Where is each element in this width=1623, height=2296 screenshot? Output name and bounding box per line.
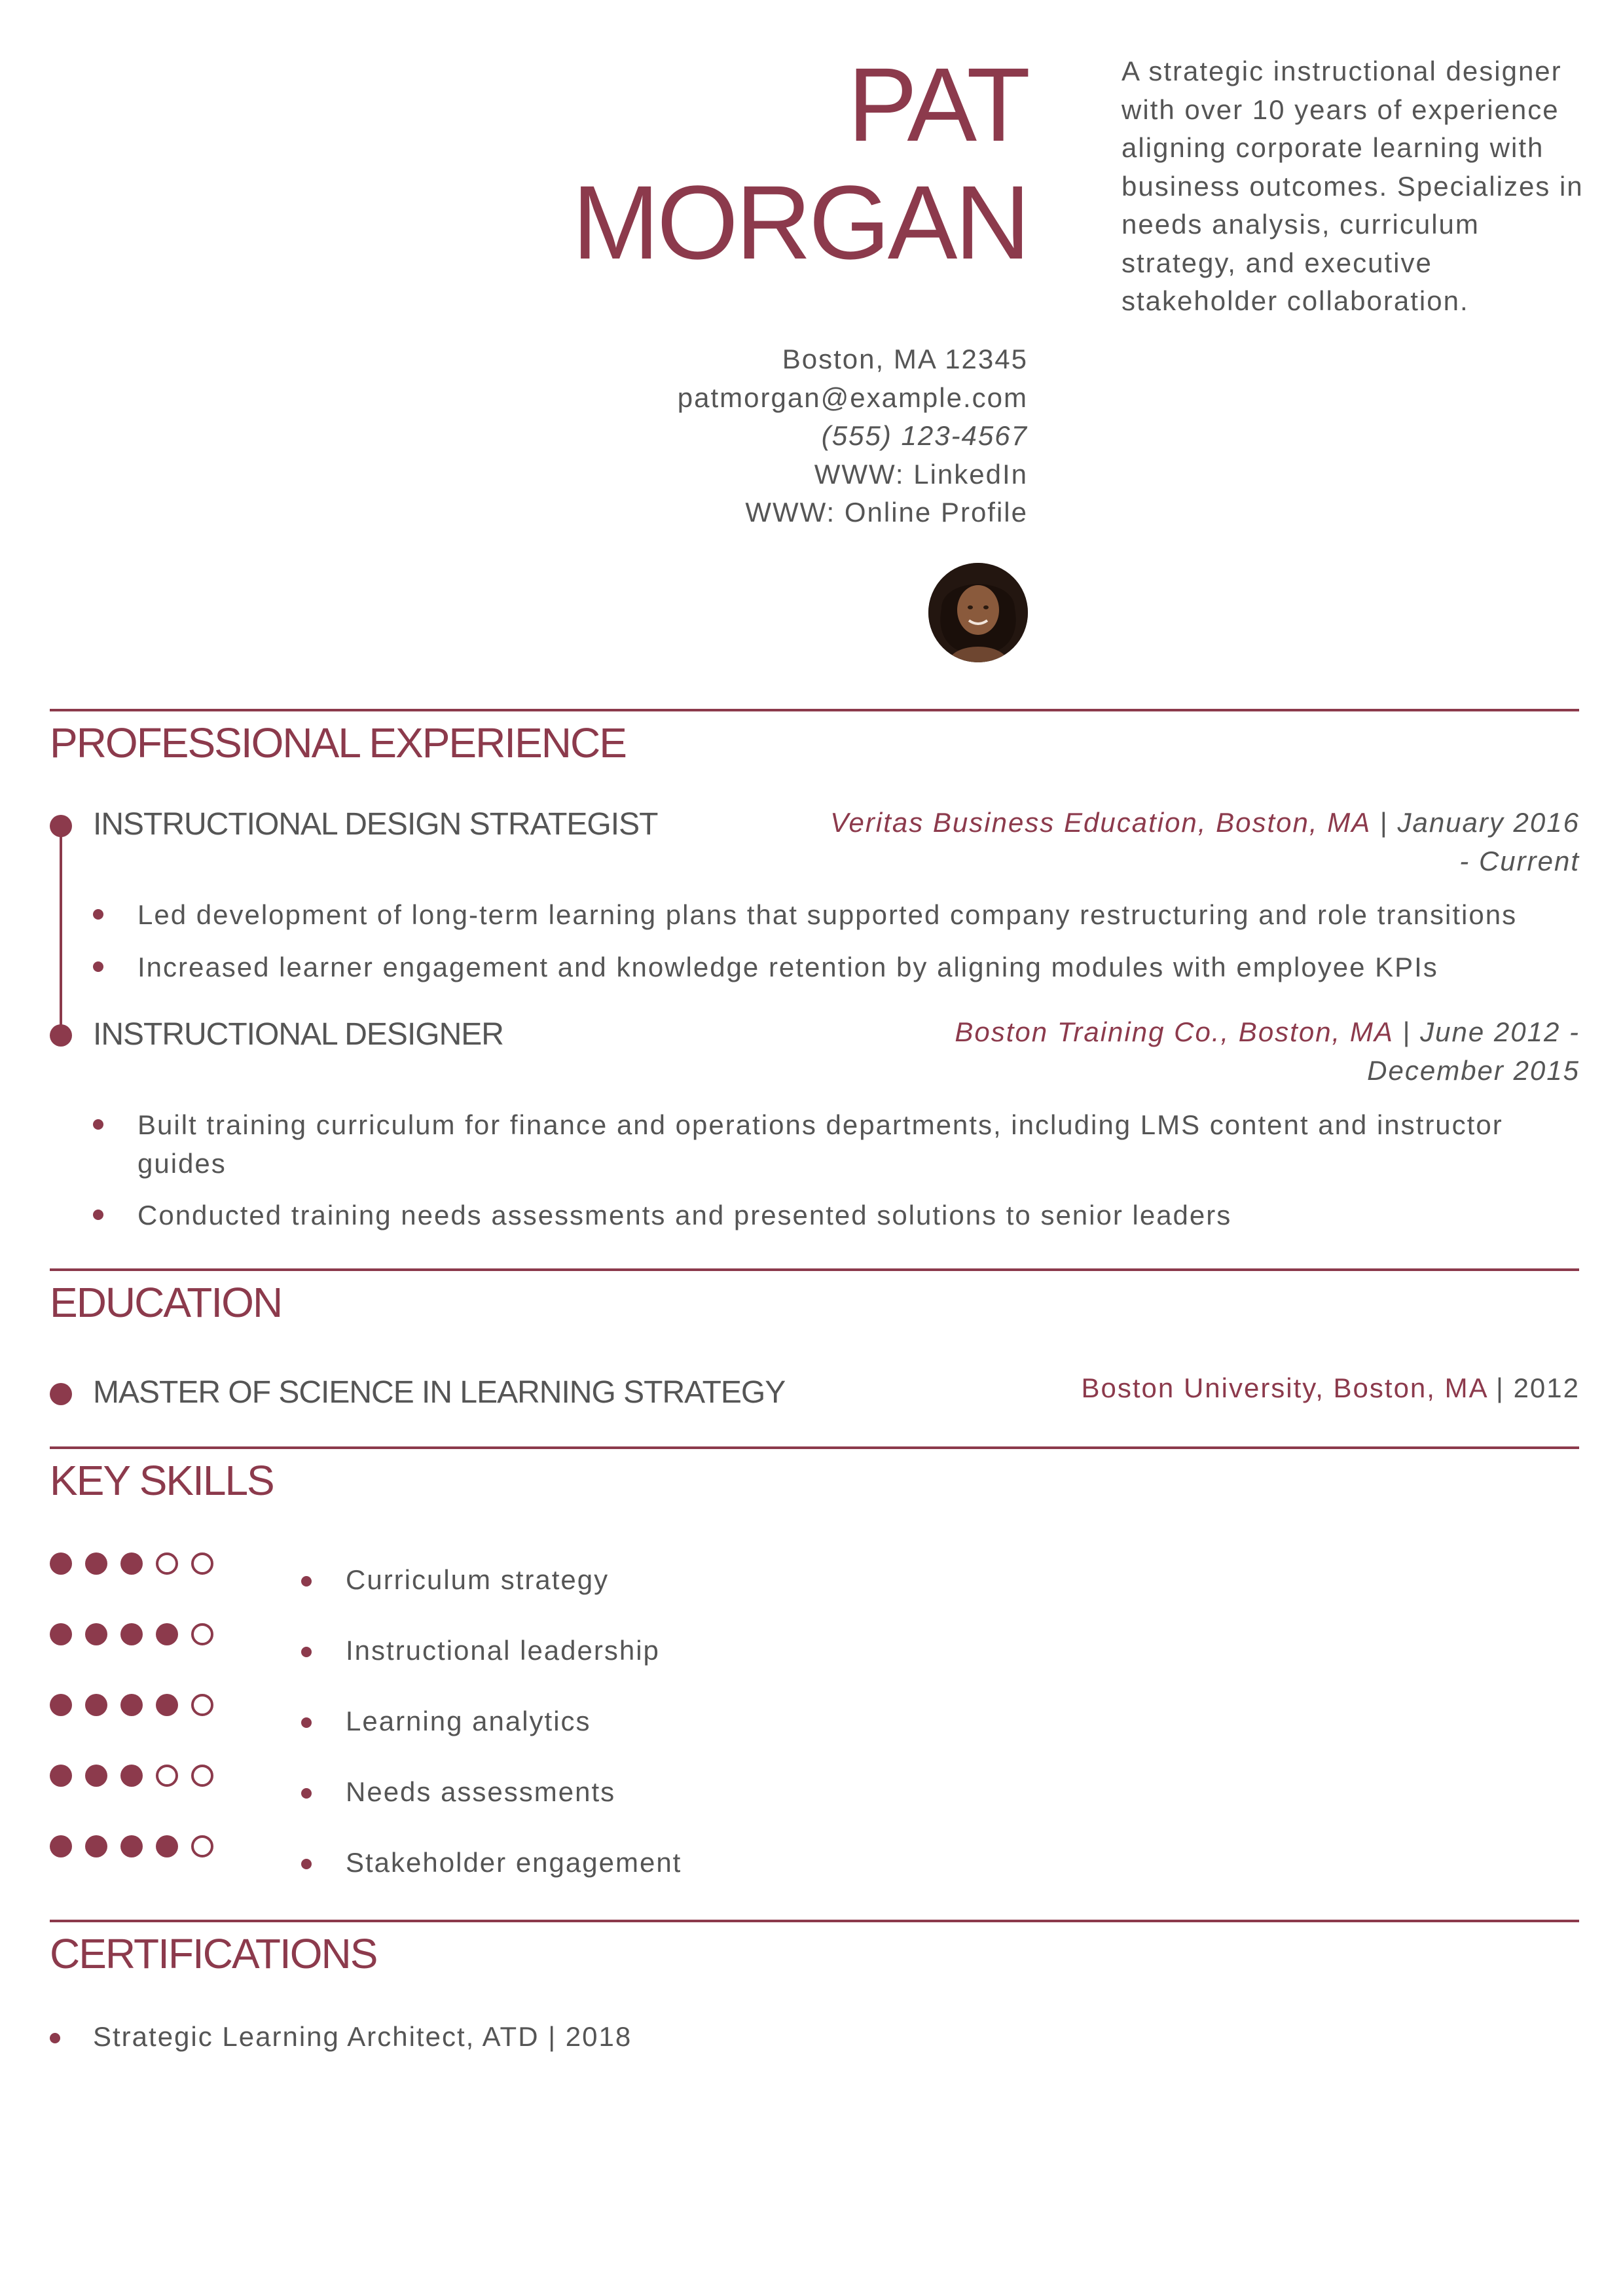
rating-dot-filled — [50, 1835, 72, 1857]
education-heading: EDUCATION — [50, 1279, 282, 1326]
company-name: Boston Training Co., Boston, MA — [955, 1016, 1394, 1047]
school-name: Boston University, Boston, MA — [1081, 1372, 1487, 1403]
rating-dot-filled — [50, 1694, 72, 1716]
education-meta: Boston University, Boston, MA | 2012 — [1081, 1372, 1580, 1403]
job-meta: Boston Training Co., Boston, MA | June 2012 - December 2015 — [955, 1016, 1580, 1086]
list-item: Conducted training needs assessments and presented solutions to senior leaders — [92, 1196, 1578, 1235]
rating-dot-filled — [50, 1623, 72, 1645]
timeline-dot — [50, 815, 72, 837]
section-divider — [50, 1268, 1579, 1271]
education-dot — [50, 1383, 72, 1405]
skill-item: Instructional leadership — [301, 1635, 660, 1666]
timeline-dot — [50, 1024, 72, 1047]
rating-dot-filled — [120, 1835, 143, 1857]
phone: (555) 123-4567 — [821, 420, 1028, 451]
rating-dot-filled — [120, 1623, 143, 1645]
list-item: Led development of long-term learning plans that supported company restructuring and role transitions — [92, 896, 1578, 935]
certification-item: Strategic Learning Architect, ATD | 2018 — [50, 2021, 632, 2053]
section-divider — [50, 1920, 1579, 1922]
name-block — [354, 46, 1028, 281]
company-name: Veritas Business Education, Boston, MA — [830, 807, 1372, 838]
first-name: PAT — [847, 46, 1028, 163]
rating-dot-filled — [85, 1835, 107, 1857]
job-meta: Veritas Business Education, Boston, MA | January 2016 - Current — [830, 807, 1580, 876]
job-title: INSTRUCTIONAL DESIGNER — [93, 1017, 503, 1052]
linkedin-link[interactable]: WWW: LinkedIn — [814, 458, 1028, 490]
rating-dot-empty — [191, 1623, 213, 1645]
graduation-year: 2012 — [1513, 1372, 1580, 1403]
job-title: INSTRUCTIONAL DESIGN STRATEGIST — [93, 807, 658, 842]
rating-dot-filled — [120, 1552, 143, 1575]
timeline-line — [60, 826, 62, 1035]
skill-item: Needs assessments — [301, 1776, 615, 1808]
skill-item: Learning analytics — [301, 1706, 591, 1737]
job-bullets — [92, 1106, 1578, 1249]
section-divider — [50, 1446, 1579, 1449]
avatar — [928, 563, 1028, 662]
job-dates: June 2012 - December 2015 — [1367, 1016, 1580, 1086]
job-dates: January 2016 - Current — [1397, 807, 1580, 876]
skill-item: Stakeholder engagement — [301, 1847, 682, 1878]
job-bullets — [92, 896, 1578, 1000]
skill-item: Curriculum strategy — [301, 1564, 609, 1596]
list-item: Increased learner engagement and knowledge retention by aligning modules with employee KPIs — [92, 948, 1578, 987]
online-profile-link[interactable]: WWW: Online Profile — [745, 497, 1028, 528]
rating-dot-filled — [50, 1552, 72, 1575]
rating-dot-filled — [120, 1694, 143, 1716]
rating-dot-filled — [156, 1694, 178, 1716]
rating-dot-filled — [156, 1835, 178, 1857]
list-item: Built training curriculum for finance and operations departments, including LMS content and instructor guides — [92, 1106, 1578, 1183]
address: Boston, MA 12345 — [782, 344, 1028, 374]
experience-heading: PROFESSIONAL EXPERIENCE — [50, 719, 626, 766]
professional-summary: A strategic instructional designer with over 10 years of experience aligning corporate learning with business outcomes. Specializes in needs analysis, curriculum strategy, and executive stakeholder collaboration. — [1122, 56, 1584, 316]
certifications-heading: CERTIFICATIONS — [50, 1930, 377, 1977]
degree: MASTER OF SCIENCE IN LEARNING STRATEGY — [93, 1375, 786, 1410]
rating-dot-empty — [191, 1694, 213, 1716]
rating-dot-filled — [85, 1765, 107, 1787]
rating-dot-filled — [85, 1623, 107, 1645]
last-name: MORGAN — [572, 164, 1028, 281]
rating-dot-filled — [85, 1552, 107, 1575]
profile-photo-icon — [928, 563, 1028, 662]
section-divider — [50, 709, 1579, 711]
rating-dot-filled — [50, 1765, 72, 1787]
rating-dot-filled — [156, 1623, 178, 1645]
rating-dot-filled — [85, 1694, 107, 1716]
rating-dot-empty — [191, 1835, 213, 1857]
rating-dot-empty — [156, 1552, 178, 1575]
rating-dot-empty — [191, 1765, 213, 1787]
rating-dot-empty — [191, 1552, 213, 1575]
rating-dot-empty — [156, 1765, 178, 1787]
contact-info — [458, 340, 1028, 532]
skills-heading: KEY SKILLS — [50, 1457, 274, 1504]
email-link[interactable]: patmorgan@example.com — [677, 382, 1028, 413]
rating-dot-filled — [120, 1765, 143, 1787]
